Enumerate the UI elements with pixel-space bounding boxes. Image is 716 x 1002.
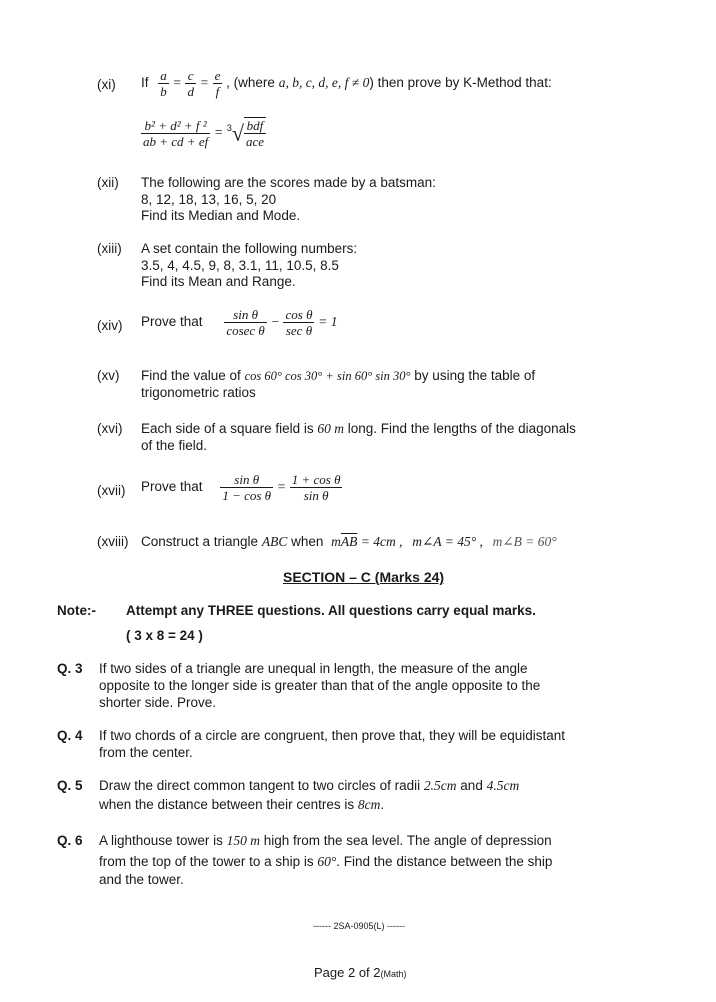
question-xii-line1: The following are the scores made by a batsman:	[141, 175, 436, 190]
construct-text: Construct a triangle	[141, 534, 259, 549]
angle-text: from the top of the tower to a ship is	[99, 854, 314, 869]
variables-nonzero: a, b, c, d, e, f ≠ 0	[278, 75, 370, 91]
measure-angle-b: m∠B = 60°	[492, 534, 557, 549]
question-xii-number: (xii)	[97, 175, 119, 190]
radius-1: 2.5cm	[423, 778, 457, 793]
centre-distance: 8cm	[357, 797, 381, 812]
prove-that-text: Prove that	[141, 479, 203, 495]
depression-text: high from the sea level. The angle of depression	[263, 833, 552, 848]
prove-that-text: Prove that	[141, 314, 203, 330]
q3-line3: shorter side. Prove.	[99, 695, 217, 710]
sin-over-cosec: $\frac{\text{sin θ}}{\text{cosec θ}}$	[226, 307, 265, 338]
when-text: when	[291, 534, 324, 549]
measure-ab: $m\overline{AB} = 4cm$ ,	[331, 534, 403, 549]
cos-over-sec: $\frac{\text{cos θ}}{\text{sec θ}}$	[285, 307, 313, 338]
q6-number: Q. 6	[57, 833, 83, 848]
page-number: Page 2 of 2(Math)	[314, 965, 407, 980]
equals-one: = 1	[318, 314, 338, 330]
question-xiv-number: (xiv)	[97, 318, 123, 333]
measure-angle-a: m∠A = 45° ,	[412, 534, 483, 549]
rhs-fraction: $\frac{\text{bdf}}{\text{ace}}$	[245, 118, 264, 149]
equals-sign: =	[276, 479, 286, 495]
diagonals-text: long. Find the lengths of the diagonals	[347, 421, 576, 436]
equals-sign: =	[213, 124, 224, 140]
question-xi-condition: If $\frac{a}{b}$ = $\frac{c}{d}$ = $\frac{e}{f}$ , (where a, b, c, d, e, f ≠ 0) then prove by K-Method that:	[141, 68, 552, 99]
radical-icon: √	[231, 120, 244, 146]
triangle-abc: ABC	[261, 534, 288, 549]
question-xiii-number: (xiii)	[97, 241, 122, 256]
prove-k-method-text: ) then prove by K-Method that:	[369, 75, 552, 91]
cube-root-index: 3	[226, 123, 232, 134]
question-xiii-line3: Find its Mean and Range.	[141, 274, 296, 289]
lighthouse-text: A lighthouse tower is	[99, 833, 223, 848]
question-xi-number: (xi)	[97, 77, 116, 92]
q5-line2: when the distance between their centres is 8cm.	[99, 797, 385, 812]
radius-2: 4.5cm	[486, 778, 520, 793]
question-xvi-number: (xvi)	[97, 421, 123, 436]
tower-height: 150 m	[226, 833, 260, 848]
question-xviii-number: (xviii)	[97, 534, 129, 549]
q3-number: Q. 3	[57, 661, 83, 676]
depression-angle: 60°	[317, 854, 337, 869]
question-xv-line2: trigonometric ratios	[141, 385, 256, 400]
side-text: Each side of a square field is	[141, 421, 314, 436]
q3-line2: opposite to the longer side is greater than that of the angle opposite to the	[99, 678, 541, 693]
q4-line2: from the center.	[99, 745, 193, 760]
q4-number: Q. 4	[57, 728, 83, 743]
question-xii-scores: 8, 12, 18, 13, 16, 5, 20	[141, 192, 277, 207]
q4-line1: If two chords of a circle are congruent, then prove that, they will be equidistant	[99, 728, 566, 743]
paper-code: ------ 2SA-0905(L) ------	[313, 921, 405, 931]
question-xv-number: (xv)	[97, 368, 120, 383]
q6-line2	[99, 853, 552, 870]
q6-line3: and the tower.	[99, 872, 184, 887]
where-text: , (where	[226, 75, 275, 91]
ratio-c-d: $\frac{c}{d}$	[187, 68, 194, 99]
question-xii-line3: Find its Median and Mode.	[141, 208, 301, 223]
distance-text: when the distance between their centres is	[99, 797, 355, 812]
distance-ship-text: . Find the distance between the ship	[336, 854, 553, 869]
question-xi-equation	[141, 117, 266, 149]
question-xv-line1	[141, 367, 535, 385]
question-xiii-numbers: 3.5, 4, 4.5, 9, 8, 3.1, 11, 10.5, 8.5	[141, 258, 339, 273]
1-plus-cos-over-sin: $\frac{\text{1 + cos θ}}{\text{sin θ}}$	[291, 472, 341, 503]
note-text: Attempt any THREE questions. All questions carry equal marks.	[126, 603, 536, 618]
q6-line1	[99, 832, 552, 849]
side-length: 60 m	[317, 421, 344, 436]
sin-over-1-minus-cos: $\frac{\text{sin θ}}{\text{1 − cos θ}}$	[222, 472, 272, 503]
section-c-heading: SECTION – C (Marks 24)	[283, 569, 445, 585]
question-xviii-statement	[141, 533, 557, 550]
find-value-text: Find the value of	[141, 368, 241, 383]
ratio-a-b: $\frac{a}{b}$	[160, 68, 167, 99]
question-xvi-line1	[141, 420, 576, 437]
if-word: If	[141, 75, 149, 91]
q5-line1	[99, 777, 519, 794]
and-text: and	[460, 778, 483, 793]
minus-sign: −	[270, 314, 280, 330]
note-label: Note:-	[57, 603, 96, 618]
question-xvi-line2: of the field.	[141, 438, 208, 453]
q3-line1: If two sides of a triangle are unequal in length, the measure of the angle	[99, 661, 528, 676]
question-xiii-line1: A set contain the following numbers:	[141, 241, 358, 256]
question-xvii-statement	[141, 472, 342, 503]
trig-expression: cos 60° cos 30° + sin 60° sin 30°	[244, 369, 411, 383]
tangent-text: Draw the direct common tangent to two circles of radii	[99, 778, 421, 793]
lhs-fraction: $\frac{\text{b² + d² + f ²}}{ab + cd + ef}$	[143, 117, 209, 149]
question-xiv-statement	[141, 307, 337, 338]
question-xvii-number: (xvii)	[97, 483, 126, 498]
table-text: by using the table of	[414, 368, 536, 383]
q5-number: Q. 5	[57, 778, 83, 793]
ratio-e-f: $\frac{e}{f}$	[214, 68, 221, 99]
note-marks: ( 3 x 8 = 24 )	[126, 628, 203, 643]
